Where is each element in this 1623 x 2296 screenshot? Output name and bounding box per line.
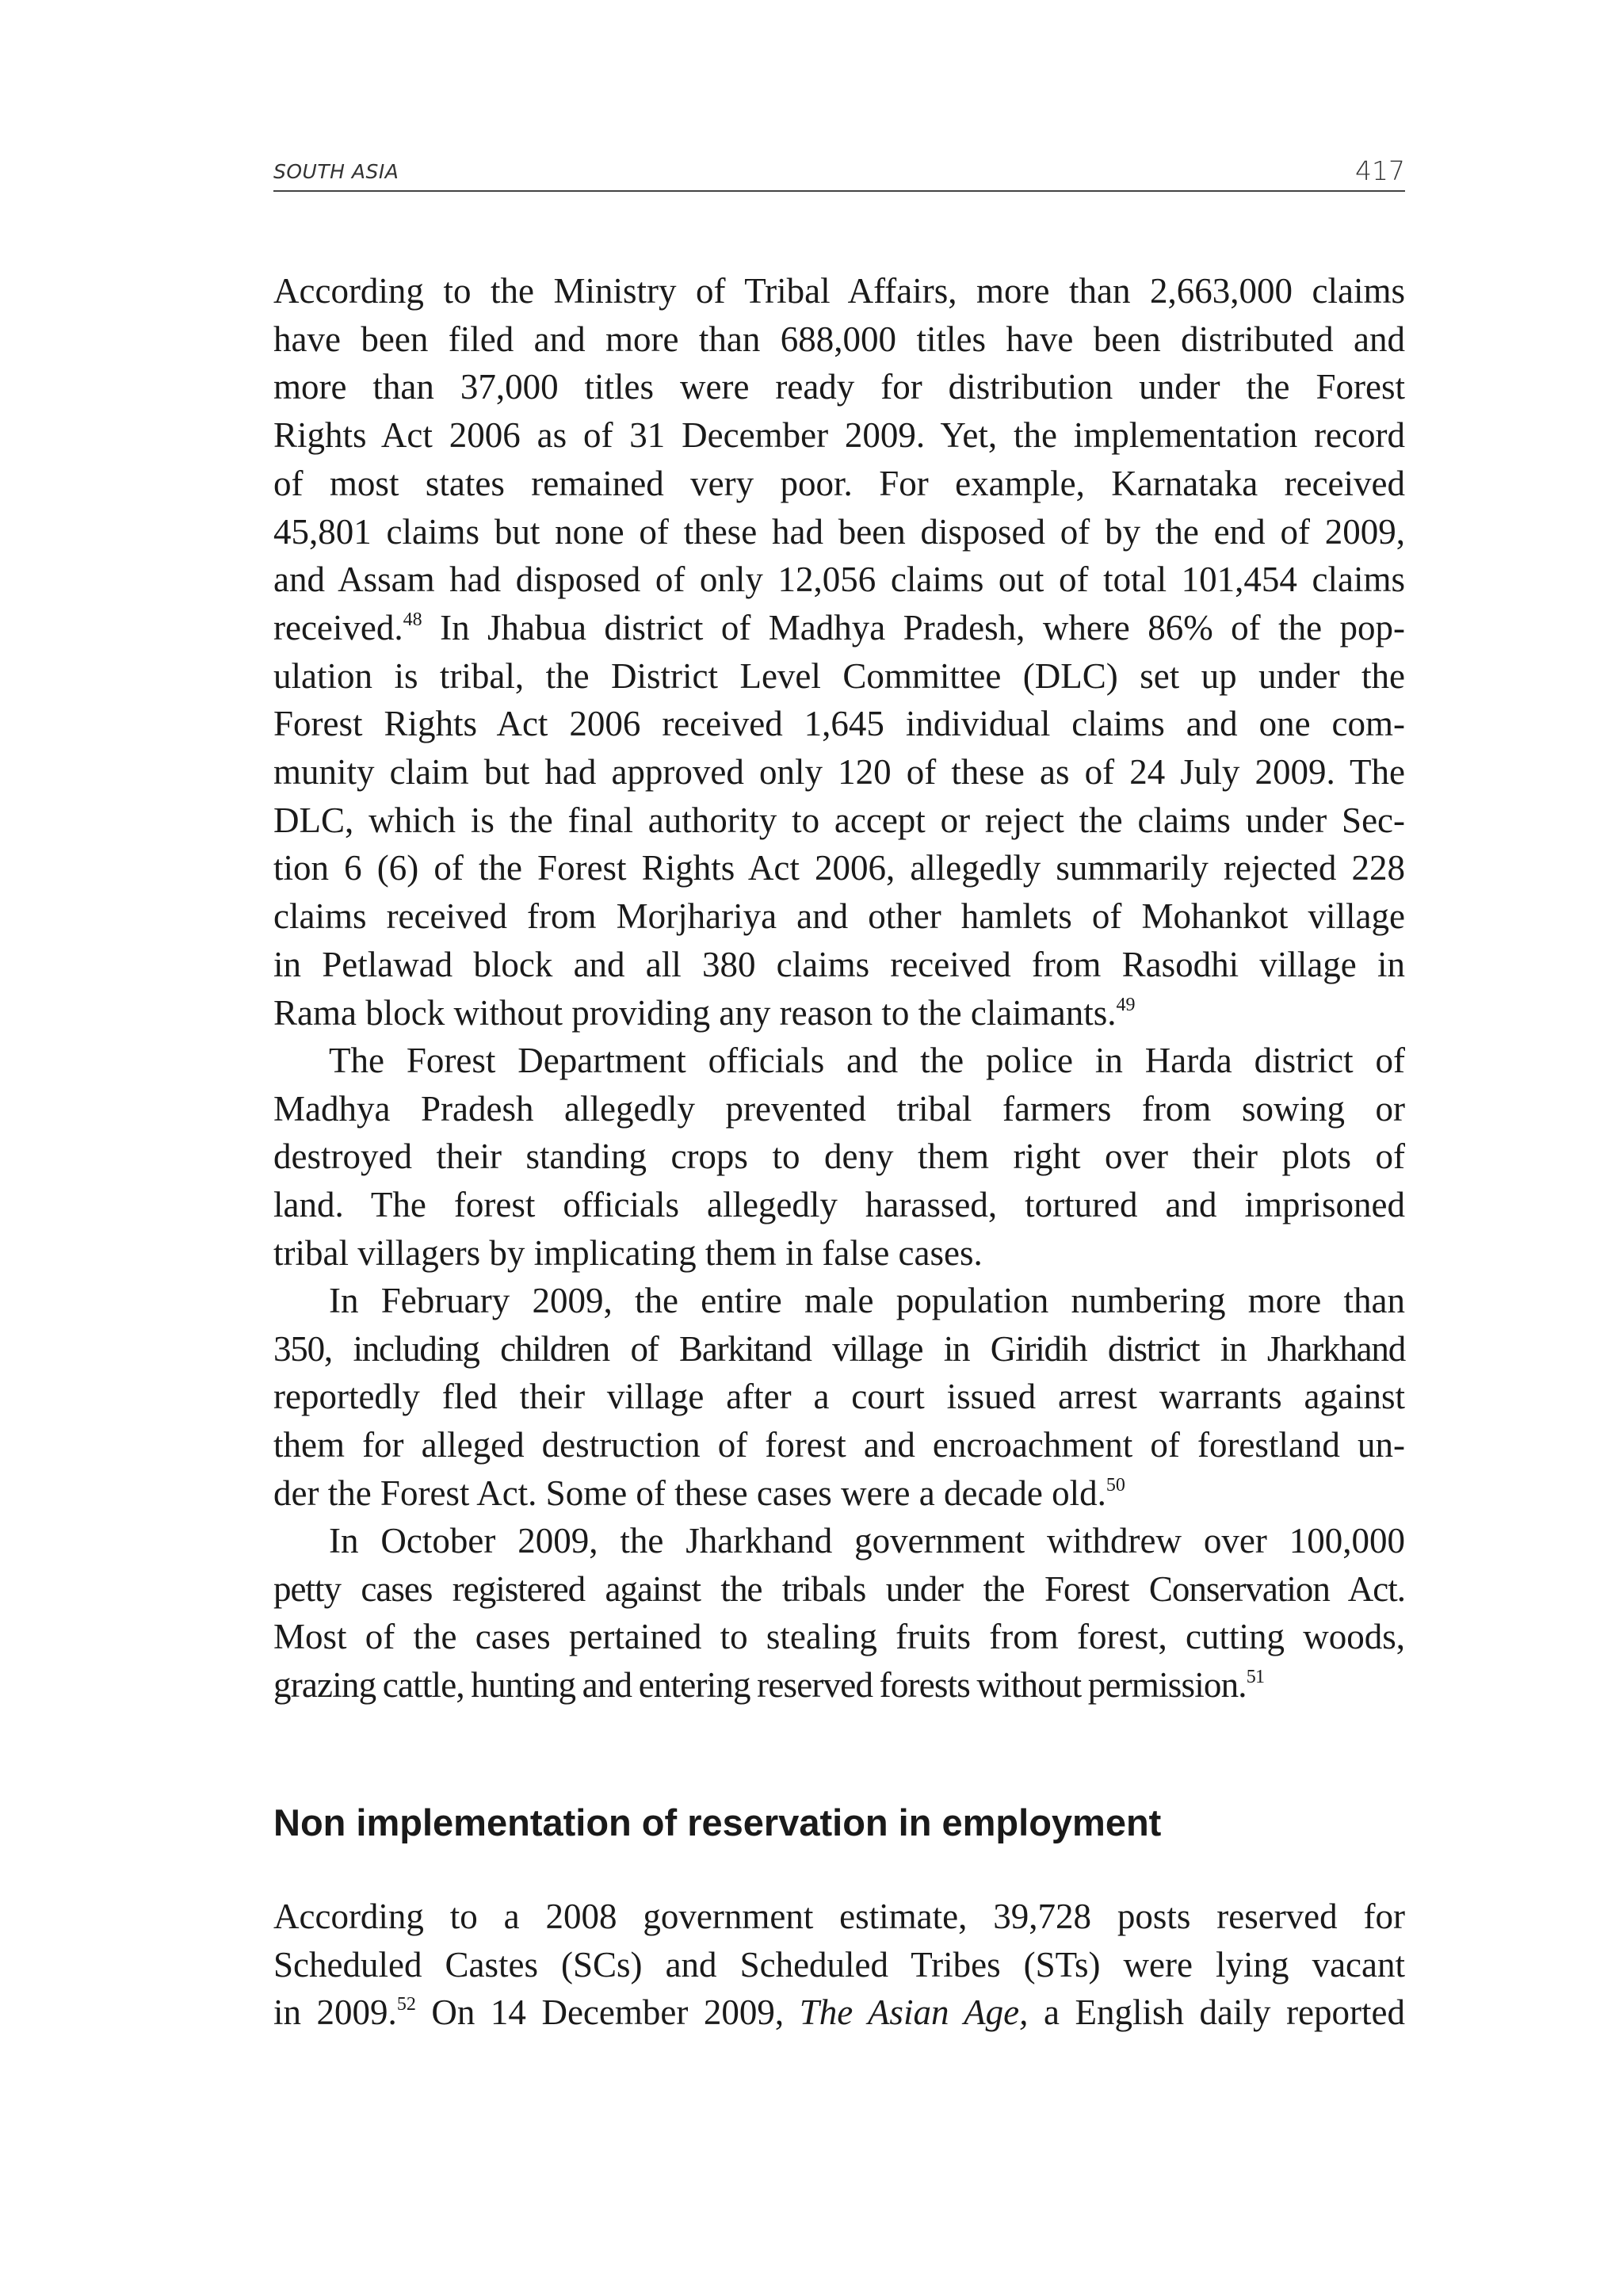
text-line: have been filed and more than 688,000 titles have been distributed and: [273, 319, 1405, 359]
text-line: ulation is tribal, the District Level Committee (DLC) set up under the: [273, 655, 1405, 696]
paragraph-1: [273, 267, 1405, 1037]
text-line: and Assam had disposed of only 12,056 claims out of total 101,454 claims: [273, 560, 1405, 600]
text-line: According to the Ministry of Tribal Affairs, more than 2,663,000 claims: [273, 271, 1405, 311]
text-run: a English daily reported: [1028, 1992, 1405, 2033]
text-line: [273, 604, 1405, 652]
text-line: 45,801 claims but none of these had been disposed of by the end of 2009,: [273, 511, 1405, 552]
text-line: [273, 1469, 1405, 1518]
text-line: of most states remained very poor. For example, Karnataka received: [273, 463, 1405, 503]
text-line: claims received from Morjhariya and other hamlets of Mohankot village: [273, 896, 1405, 937]
paragraph-3: [273, 1277, 1405, 1518]
text-run: On 14 December 2009,: [415, 1992, 800, 2033]
footnote-ref-51[interactable]: 51: [1246, 1667, 1265, 1688]
text-line: DLC, which is the final authority to accept or reject the claims under Sec-: [273, 800, 1405, 840]
text-line: destroyed their standing crops to deny them right over their plots of: [273, 1137, 1405, 1177]
text-line: tion 6 (6) of the Forest Rights Act 2006, allegedly summarily rejected 228: [273, 848, 1405, 888]
running-title: SOUTH ASIA: [273, 160, 399, 183]
text-line: them for alleged destruction of forest and encroachment of forestland un-: [273, 1425, 1405, 1465]
text-line: Scheduled Castes (SCs) and Scheduled Tribes (STs) were lying vacant: [273, 1944, 1405, 1985]
footnote-ref-52[interactable]: 52: [396, 1994, 416, 2015]
footnote-ref-49[interactable]: 49: [1116, 994, 1136, 1015]
text-line: land. The forest officials allegedly harassed, tortured and imprisoned: [273, 1185, 1405, 1225]
text-line: munity claim but had approved only 120 of these as of 24 July 2009. The: [273, 752, 1405, 793]
text-run: in 2009.: [273, 1992, 397, 2033]
text-line: Madhya Pradesh allegedly prevented tribal farmers from sowing or: [273, 1088, 1405, 1129]
text-line: The Forest Department officials and the police in Harda district of: [329, 1041, 1405, 1080]
section-heading: Non implementation of reservation in employment: [273, 1801, 1162, 1843]
text-line: In October 2009, the Jharkhand government withdrew over 100,000: [329, 1521, 1405, 1561]
text-run: der the Forest Act. Some of these cases were a decade old.: [273, 1473, 1106, 1513]
footnote-ref-50[interactable]: 50: [1106, 1474, 1125, 1496]
text-line: [273, 1988, 1405, 2037]
text-line: reportedly fled their village after a court issued arrest warrants against: [273, 1377, 1405, 1417]
running-header: [273, 155, 1405, 192]
text-run: received.: [273, 607, 403, 648]
page-number: 417: [1355, 155, 1405, 186]
section-paragraph: [273, 1893, 1405, 2037]
text-line: [273, 1661, 1405, 1710]
text-line: [273, 989, 1405, 1037]
text-line: Rights Act 2006 as of 31 December 2009. Yet, the implementation record: [273, 415, 1405, 456]
text-line: In February 2009, the entire male population numbering more than: [329, 1281, 1405, 1320]
text-run: In Jhabua district of Madhya Pradesh, where 86% of the pop-: [422, 607, 1405, 648]
text-line: more than 37,000 titles were ready for distribution under the Forest: [273, 367, 1405, 407]
footnote-ref-48[interactable]: 48: [403, 609, 422, 630]
text-line: Forest Rights Act 2006 received 1,645 individual claims and one com-: [273, 704, 1405, 744]
text-line: petty cases registered against the tribals under the Forest Conservation Act.: [273, 1568, 1405, 1609]
paragraph-2: [273, 1037, 1405, 1278]
text-line: Most of the cases pertained to stealing fruits from forest, cutting woods,: [273, 1617, 1405, 1657]
text-run: grazing cattle, hunting and entering reserved forests without permission.: [273, 1665, 1247, 1706]
text-line: in Petlawad block and all 380 claims received from Rasodhi village in: [273, 944, 1405, 984]
text-line: According to a 2008 government estimate, 39,728 posts reserved for: [273, 1897, 1405, 1936]
paragraph-4: [273, 1517, 1405, 1710]
publication-title: The Asian Age,: [799, 1992, 1029, 2033]
text-line: 350, including children of Barkitand village in Giridih district in Jharkhand: [273, 1328, 1405, 1369]
text-run: Rama block without providing any reason to the claimants.: [273, 992, 1117, 1033]
text-line: tribal villagers by implicating them in false cases.: [273, 1232, 983, 1273]
